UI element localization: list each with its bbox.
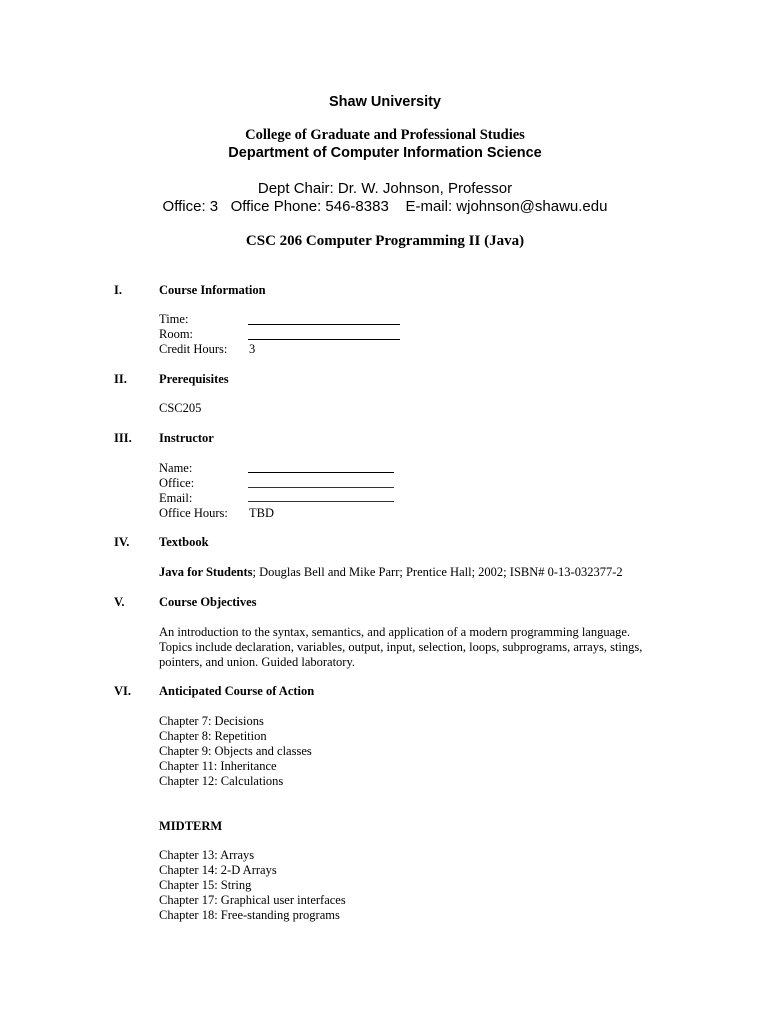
instructor-name-blank-line — [248, 472, 394, 473]
college-name: College of Graduate and Professional Studies — [245, 127, 525, 143]
instructor-office-label: Office: — [159, 476, 195, 490]
textbook-title: Java for Students — [159, 565, 253, 579]
section-title-textbook: Textbook — [159, 535, 209, 549]
chapter-list-item: Chapter 14: 2-D Arrays — [159, 863, 277, 877]
objectives-line: Topics include declaration, variables, output, input, selection, loops, subprograms, arrays, stings, — [159, 640, 643, 654]
chapter-list-item: Chapter 7: Decisions — [159, 714, 264, 728]
section-number-1: I. — [114, 283, 122, 297]
office-hours-value: TBD — [249, 506, 274, 520]
chapter-list-item: Chapter 15: String — [159, 878, 252, 892]
chapter-list-item: Chapter 8: Repetition — [159, 729, 267, 743]
room-blank-line — [248, 339, 400, 340]
section-number-2: II. — [114, 372, 127, 386]
credit-hours-value: 3 — [249, 342, 256, 356]
textbook-citation — [159, 565, 623, 580]
instructor-name-label: Name: — [159, 461, 193, 475]
time-label: Time: — [159, 312, 189, 326]
objectives-line: pointers, and union. Guided laboratory. — [159, 655, 356, 669]
midterm-label: MIDTERM — [159, 819, 223, 833]
prerequisite-value: CSC205 — [159, 401, 202, 415]
section-title-course-objectives: Course Objectives — [159, 595, 257, 609]
instructor-office-blank-line — [248, 487, 394, 488]
objectives-line: An introduction to the syntax, semantics, and application of a modern programming language. — [159, 625, 631, 639]
chapter-list-item: Chapter 17: Graphical user interfaces — [159, 893, 346, 907]
section-title-instructor: Instructor — [159, 431, 214, 445]
section-number-4: IV. — [114, 535, 130, 549]
dept-contact: Office: 3 Office Phone: 546-8383 E-mail: wjohnson@shawu.edu — [162, 198, 608, 215]
chapter-list-item: Chapter 13: Arrays — [159, 848, 255, 862]
dept-chair: Dept Chair: Dr. W. Johnson, Professor — [257, 180, 513, 197]
section-title-prerequisites: Prerequisites — [159, 372, 229, 386]
instructor-email-blank-line — [248, 501, 394, 502]
credit-hours-label: Credit Hours: — [159, 342, 228, 356]
textbook-details: ; Douglas Bell and Mike Parr; Prentice Hall; 2002; ISBN# 0-13-032377-2 — [252, 565, 623, 579]
office-hours-label: Office Hours: — [159, 506, 228, 520]
room-label: Room: — [159, 327, 194, 341]
section-title-course-information: Course Information — [159, 283, 266, 297]
department-name: Department of Computer Information Science — [228, 145, 542, 161]
chapter-list-item: Chapter 11: Inheritance — [159, 759, 277, 773]
time-blank-line — [248, 324, 400, 325]
chapter-list-item: Chapter 9: Objects and classes — [159, 744, 312, 758]
section-number-5: V. — [114, 595, 125, 609]
section-number-6: VI. — [114, 684, 132, 698]
chapter-list-item: Chapter 12: Calculations — [159, 774, 284, 788]
section-number-3: III. — [114, 431, 132, 445]
course-title: CSC 206 Computer Programming II (Java) — [245, 233, 525, 249]
instructor-email-label: Email: — [159, 491, 193, 505]
chapter-list-item: Chapter 18: Free-standing programs — [159, 908, 340, 922]
section-title-course-of-action: Anticipated Course of Action — [159, 684, 315, 698]
university-name: Shaw University — [328, 94, 441, 110]
